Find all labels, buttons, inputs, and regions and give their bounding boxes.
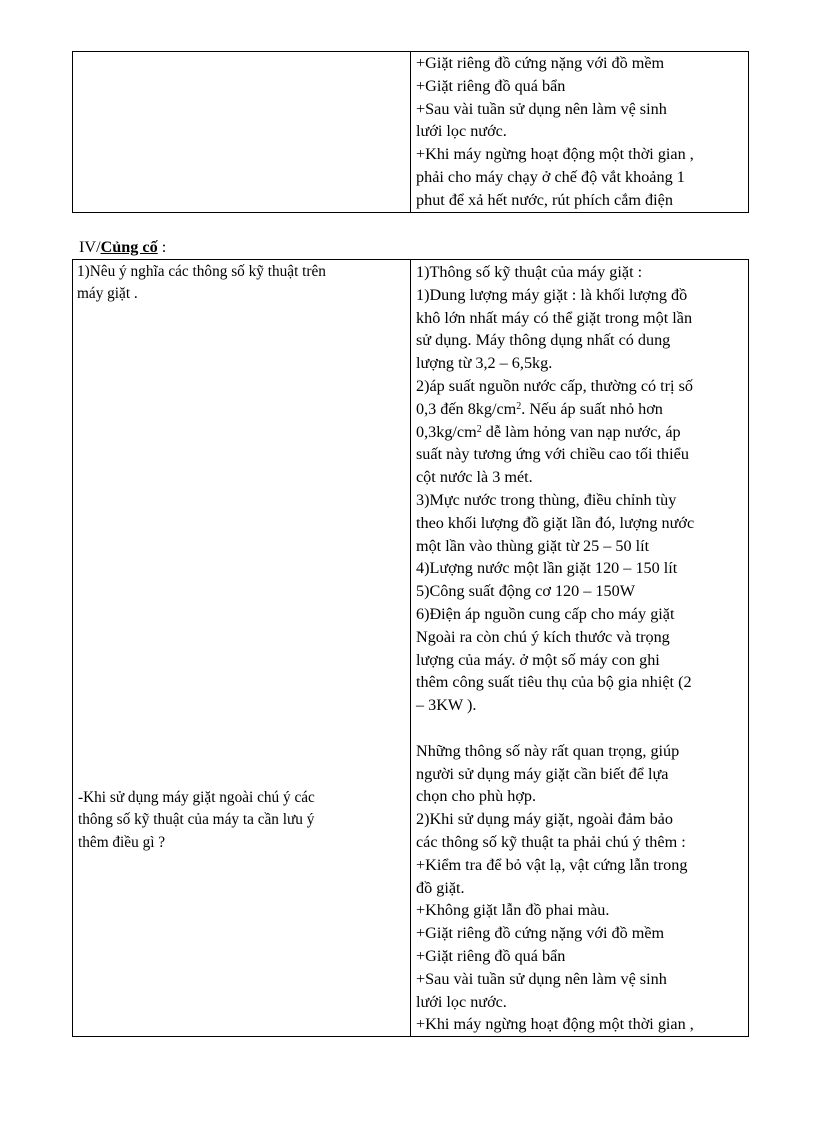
table-row xyxy=(73,52,749,213)
answer-line: Những thông số này rất quan trọng, giúp xyxy=(416,741,680,760)
superscript: 2 xyxy=(516,400,522,412)
answer-line: 5)Công suất động cơ 120 – 150W xyxy=(416,582,635,601)
pressure-text: 0,3kg/cm xyxy=(416,422,477,441)
answer-line: 3)Mực nước trong thùng, điều chỉnh tùy xyxy=(416,490,677,509)
question-2-block xyxy=(78,787,315,854)
answer-line: 1)Dung lượng máy giặt : là khối lượng đồ xyxy=(416,285,688,304)
section-heading xyxy=(79,236,166,258)
questions-cell xyxy=(73,260,411,1037)
answer-line: +Khi máy ngừng hoạt động một thời gian , xyxy=(416,1015,694,1034)
question-line: máy giặt . xyxy=(77,285,138,303)
note-line: +Khi máy ngừng hoạt động một thời gian , xyxy=(416,145,694,164)
answer-line: lượng của máy. ở một số máy con ghi xyxy=(416,650,660,669)
answer-line: +Giặt riêng đồ cứng nặng với đồ mềm xyxy=(416,924,665,943)
answer-line: người sử dụng máy giặt cần biết để lựa xyxy=(416,764,669,783)
answer-line-pressure-1 xyxy=(416,398,745,421)
answer-line: thêm công suất tiêu thụ của bộ gia nhiệt (2 xyxy=(416,673,692,692)
answer-line: 1)Thông số kỹ thuật của máy giặt : xyxy=(416,263,643,281)
left-cell-empty xyxy=(73,52,411,213)
pressure-text: . Nếu áp suất nhỏ hơn xyxy=(521,399,663,418)
answer-line: – 3KW ). xyxy=(416,696,477,715)
answer-line-pressure-2 xyxy=(416,421,745,444)
answer-line: +Không giặt lẫn đồ phai màu. xyxy=(416,901,610,920)
question-line: thông số kỹ thuật của máy ta cần lưu ý xyxy=(78,811,315,829)
blank-line xyxy=(416,717,745,740)
heading-title: Củng cố xyxy=(100,238,158,256)
answer-line: 4)Lượng nước một lần giặt 120 – 150 lít xyxy=(416,559,678,578)
answer-line: Ngoài ra còn chú ý kích thước và trọng xyxy=(416,627,670,646)
note-line: +Giặt riêng đồ cứng nặng với đồ mềm xyxy=(416,54,665,72)
continuation-table xyxy=(72,51,749,213)
note-line: lưới lọc nước. xyxy=(416,122,507,141)
answer-line: chọn cho phù hợp. xyxy=(416,787,537,806)
answer-line: 2)Khi sử dụng máy giặt, ngoài đảm bảo xyxy=(416,810,673,829)
answer-line: một lần vào thùng giặt từ 25 – 50 lít xyxy=(416,536,650,555)
note-line: phải cho máy chạy ở chế độ vắt khoảng 1 xyxy=(416,167,685,186)
answers-cell xyxy=(411,260,749,1037)
answer-line: +Kiểm tra để bỏ vật lạ, vật cứng lẫn trong xyxy=(416,855,688,874)
question-line: thêm điều gì ? xyxy=(78,833,166,851)
answer-line: đồ giặt. xyxy=(416,878,465,897)
right-cell-notes xyxy=(411,52,749,213)
table-row xyxy=(73,260,749,1037)
answer-line: 6)Điện áp nguồn cung cấp cho máy giặt xyxy=(416,604,675,623)
answer-line: 2)áp suất nguồn nước cấp, thường có trị số xyxy=(416,376,693,395)
note-line: phut để xả hết nước, rút phích cắm điện xyxy=(416,190,673,209)
note-line: +Giặt riêng đồ quá bẩn xyxy=(416,76,566,95)
pressure-text: 0,3 đến 8kg/cm xyxy=(416,399,517,418)
answer-line: sử dụng. Máy thông dụng nhất có dung xyxy=(416,331,671,350)
heading-prefix: IV/ xyxy=(79,238,101,256)
answer-line: theo khối lượng đồ giặt lần đó, lượng nước xyxy=(416,513,695,532)
superscript: 2 xyxy=(476,423,482,435)
heading-suffix: : xyxy=(157,238,167,256)
question-line: -Khi sử dụng máy giặt ngoài chú ý các xyxy=(78,789,315,806)
pressure-text: dễ làm hỏng van nạp nước, áp xyxy=(481,422,681,441)
answer-line: cột nước là 3 mét. xyxy=(416,468,533,487)
answer-line: suất này tương ứng với chiều cao tối thiểu xyxy=(416,445,689,464)
answer-line: +Giặt riêng đồ quá bẩn xyxy=(416,946,566,965)
answer-line: lưới lọc nước. xyxy=(416,992,507,1011)
answer-line: lượng từ 3,2 – 6,5kg. xyxy=(416,354,553,373)
question-line: 1)Nêu ý nghĩa các thông số kỹ thuật trên xyxy=(77,263,326,280)
note-line: +Sau vài tuần sử dụng nên làm vệ sinh xyxy=(416,99,667,118)
review-table xyxy=(72,259,749,1037)
answer-line: +Sau vài tuần sử dụng nên làm vệ sinh xyxy=(416,969,667,988)
answer-line: các thông số kỹ thuật ta phải chú ý thêm : xyxy=(416,832,686,851)
answer-line: khô lớn nhất máy có thể giặt trong một lần xyxy=(416,308,693,327)
